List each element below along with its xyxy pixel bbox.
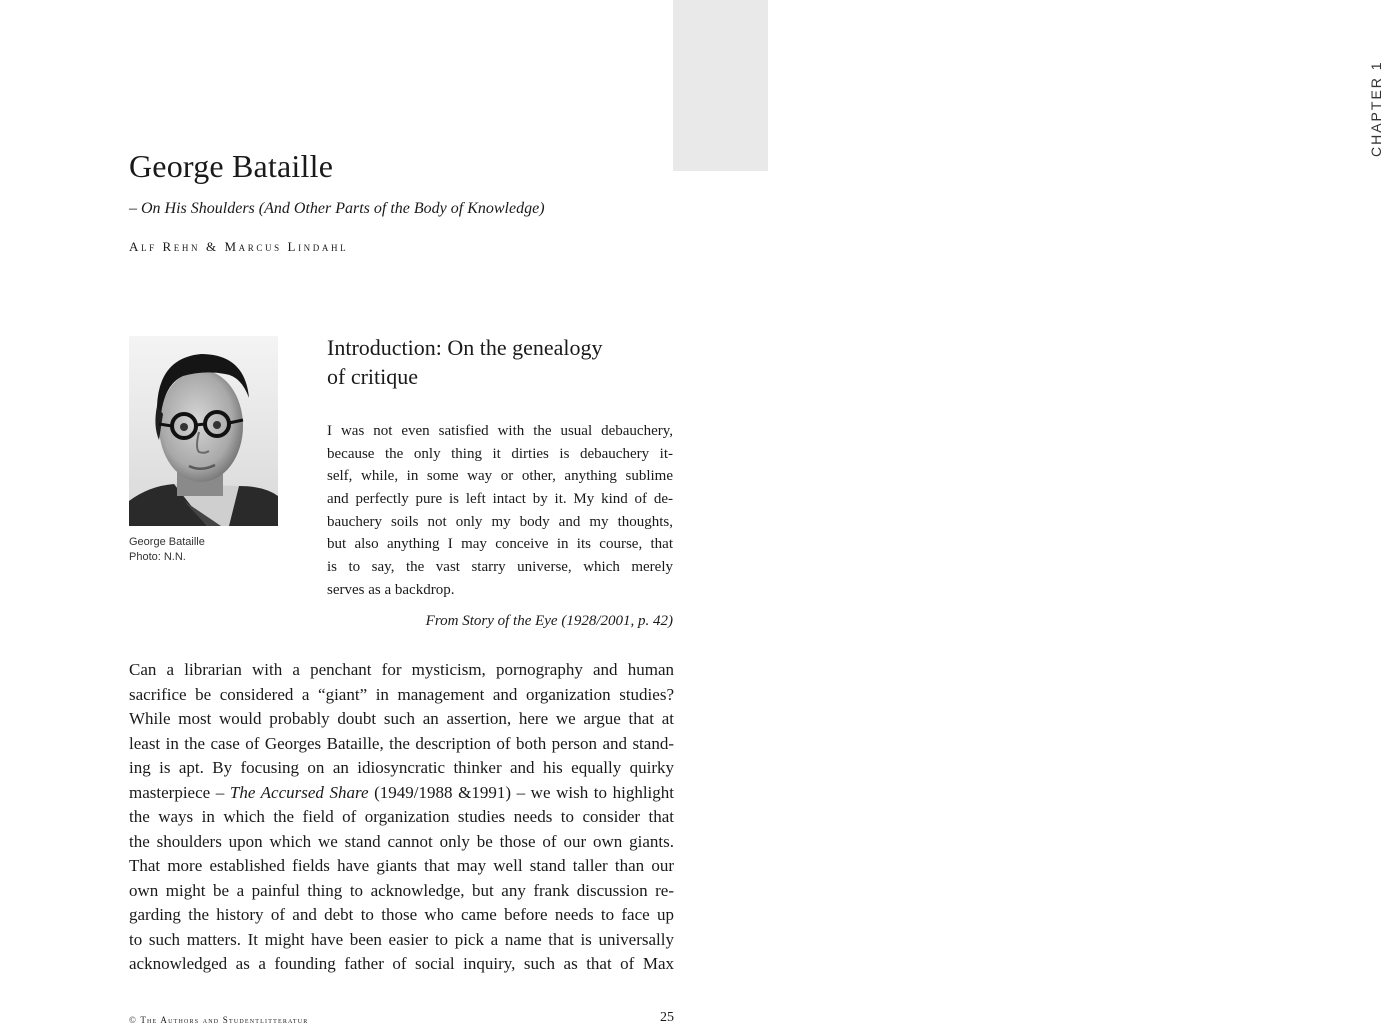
- body-line: the shoulders upon which we stand cannot only be those of our own giants.: [129, 831, 674, 851]
- quote-line: I was not even satisfied with the usual debauchery,: [327, 423, 673, 439]
- body-paragraph: [129, 658, 674, 977]
- quote-line: but also anything I may conceive in its course, that: [327, 536, 673, 553]
- body-line-text: masterpiece –: [129, 782, 230, 802]
- chapter-authors: Alf Rehn & Marcus Lindahl: [129, 239, 349, 254]
- body-line: Can a librarian with a penchant for mysticism, pornography and human: [129, 660, 674, 679]
- body-line: own might be a painful thing to acknowledge, but any frank discussion re-: [129, 880, 674, 900]
- body-line: acknowledged as a founding father of social inquiry, such as that of Max: [129, 954, 674, 973]
- body-line-text: (1949/1988 &1991) – we wish to highlight: [368, 782, 674, 802]
- body-line: sacrifice be considered a “giant” in management and organization studies?: [129, 684, 674, 704]
- chapter-label: CHAPTER 1: [1368, 60, 1384, 157]
- page-number: 25: [660, 1010, 674, 1025]
- quote-line: self, while, in some way or other, anything sublime: [327, 468, 673, 485]
- body-line-with-title: [129, 781, 674, 806]
- body-line: ing is apt. By focusing on an idiosyncratic thinker and his equally quirky: [129, 758, 674, 777]
- quote-line: and perfectly pure is left intact by it. My kind of de-: [327, 491, 673, 508]
- section-heading: [327, 333, 672, 391]
- body-line: That more established fields have giants that may well stand taller than our: [129, 856, 674, 875]
- quote-line: bauchery soils not only my body and my thoughts,: [327, 513, 673, 530]
- quote-line: is to say, the vast starry universe, which merely: [327, 559, 673, 576]
- section-heading-line-2: of critique: [327, 364, 419, 389]
- caption-credit: Photo: N.N.: [129, 551, 186, 563]
- quote-source: From Story of the Eye (1928/2001, p. 42): [425, 613, 673, 629]
- body-line: the ways in which the field of organization studies needs to consider that: [129, 807, 674, 826]
- body-line: to such matters. It might have been easier to pick a name that is universally: [129, 929, 674, 949]
- caption-name: George Bataille: [129, 536, 205, 548]
- body-line: While most would probably doubt such an assertion, here we argue that at: [129, 709, 674, 728]
- body-line: least in the case of Georges Bataille, the description of both person and stand-: [129, 733, 674, 753]
- portrait-image: [129, 336, 278, 526]
- body-line: garding the history of and debt to those who came before needs to face up: [129, 905, 674, 924]
- chapter-title: George Bataille: [129, 148, 334, 184]
- quote-line: serves as a backdrop.: [327, 581, 455, 598]
- section-heading-line-1: Introduction: On the genealogy: [327, 335, 603, 360]
- author-portrait-photo: [129, 336, 278, 526]
- quote-line: because the only thing it dirties is debauchery it-: [327, 445, 673, 462]
- epigraph-quote: [327, 420, 673, 602]
- footer-copyright: © The Authors and Studentlitteratur: [129, 1015, 309, 1025]
- chapter-subtitle: – On His Shoulders (And Other Parts of the Body of Knowledge): [129, 200, 545, 217]
- book-title: The Accursed Share: [229, 782, 369, 802]
- photo-caption: [129, 535, 279, 565]
